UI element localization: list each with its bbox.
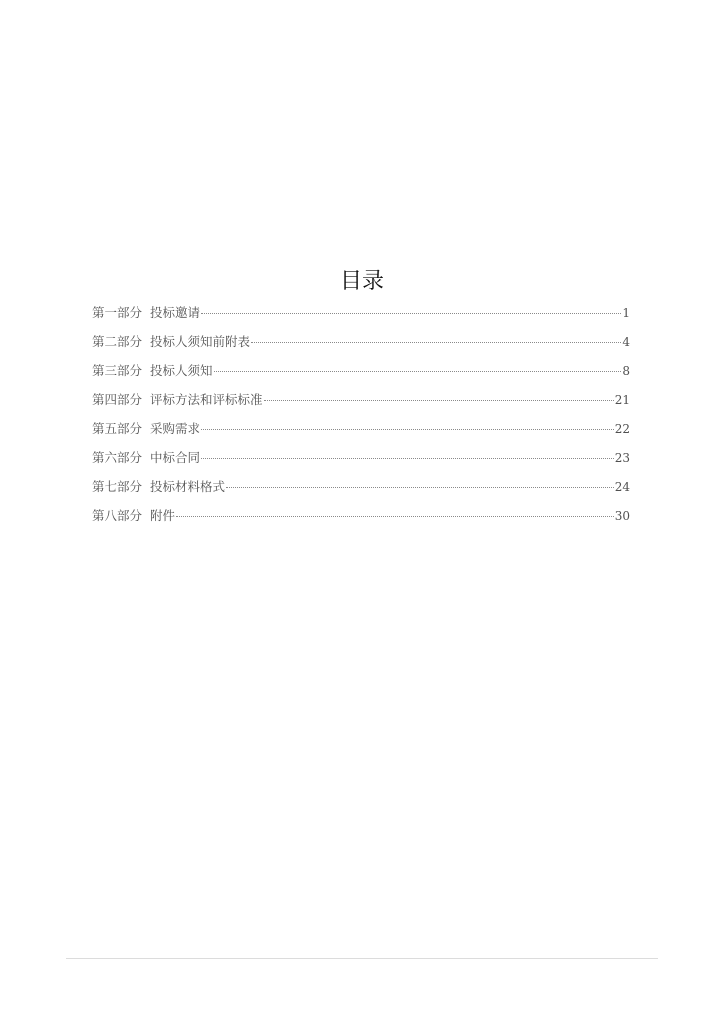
toc-dot-leader	[201, 312, 621, 314]
toc-dot-leader	[214, 370, 622, 372]
toc-dot-leader	[264, 399, 614, 401]
toc-part-label: 第三部分	[92, 363, 143, 378]
toc-page-number: 30	[614, 509, 630, 523]
toc-part-label: 第六部分	[92, 450, 143, 465]
toc-title: 中标合同	[150, 450, 201, 465]
toc-dot-leader	[226, 486, 614, 488]
toc-dot-leader	[201, 428, 614, 430]
toc-entry[interactable]	[92, 356, 630, 385]
toc-title: 投标材料格式	[150, 479, 226, 494]
toc-title: 采购需求	[150, 421, 201, 436]
toc-entry[interactable]	[92, 414, 630, 443]
toc-title: 投标人须知	[150, 363, 213, 378]
toc-entry[interactable]	[92, 501, 630, 530]
toc-part-label: 第五部分	[92, 421, 143, 436]
toc-part-label: 第一部分	[92, 305, 143, 320]
toc-part-label: 第二部分	[92, 334, 143, 349]
toc-page-number: 22	[614, 422, 630, 436]
toc-title: 评标方法和评标标准	[150, 392, 263, 407]
toc-entry[interactable]	[92, 472, 630, 501]
page-title: 目录	[339, 269, 384, 294]
toc-page-number: 8	[622, 364, 630, 378]
toc-entry[interactable]	[92, 298, 630, 327]
toc-title: 投标邀请	[150, 305, 201, 320]
toc-entry[interactable]	[92, 327, 630, 356]
footer-divider	[66, 958, 658, 959]
toc-dot-leader	[251, 341, 621, 343]
toc-dot-leader	[176, 515, 614, 517]
toc-entry[interactable]	[92, 385, 630, 414]
toc-part-label: 第七部分	[92, 479, 143, 494]
toc-page-number: 21	[614, 393, 630, 407]
toc-part-label: 第八部分	[92, 508, 143, 523]
toc-part-label: 第四部分	[92, 392, 143, 407]
toc-page-number: 24	[614, 480, 630, 494]
toc-page-number: 23	[614, 451, 630, 465]
toc-entry[interactable]	[92, 443, 630, 472]
toc-page-number: 1	[622, 306, 630, 320]
toc-title: 投标人须知前附表	[150, 334, 251, 349]
toc-dot-leader	[201, 457, 614, 459]
table-of-contents	[92, 298, 630, 530]
toc-page-number: 4	[622, 335, 630, 349]
toc-title: 附件	[150, 508, 176, 523]
